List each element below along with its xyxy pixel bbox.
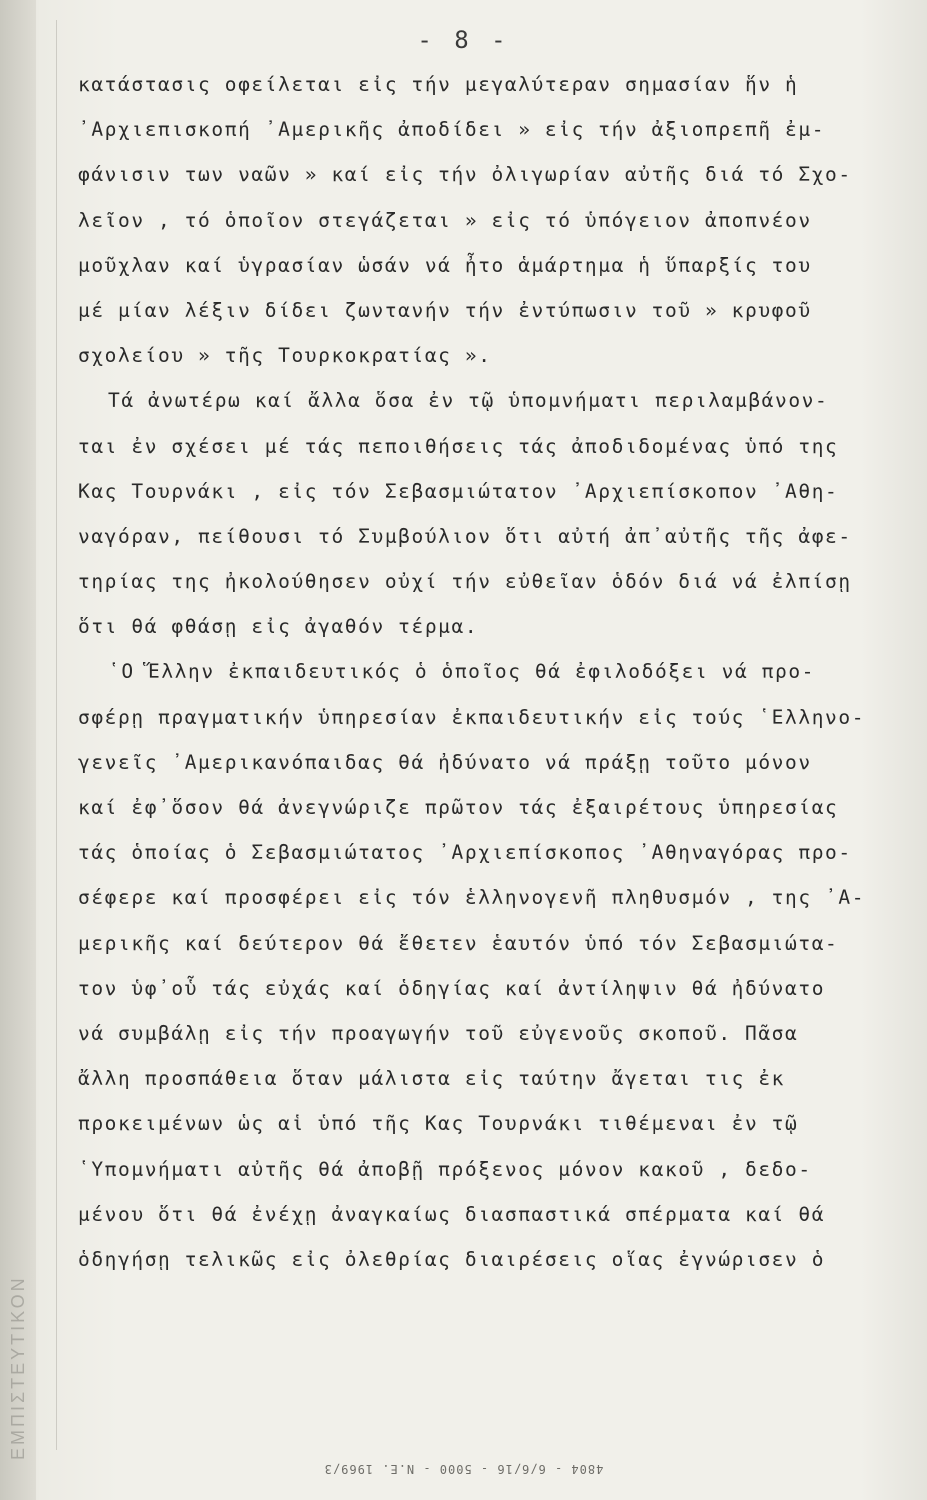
text-line: νά συμβάλῃ εἰς τήν προαγωγήν τοῦ εὐγενοῦς σκοποῦ. Πᾶσα [78, 1021, 799, 1045]
text-line: φάνισιν των ναῶν » καί εἰς τήν ὀλιγωρίαν αὐτῆς διά τό Σχο- [78, 163, 852, 187]
text-line: ῾Υπομνήματι αὐτῆς θά ἀποβῇ πρόξενος μόνον κακοῦ , δεδο- [78, 1157, 812, 1181]
text-line: μέ μίαν λέξιν δίδει ζωντανήν τήν ἐντύπωσιν τοῦ » κρυφοῦ [78, 298, 812, 322]
text-line: ὁδηγήσῃ τελικῶς εἰς ὀλεθρίας διαιρέσεις οἵας ἐγνώρισεν ὁ [78, 1247, 826, 1271]
margin-rule [56, 20, 57, 1450]
text-line: Κας Τουρνάκι , εἰς τόν Σεβασμιώτατον ᾿Αρχιεπίσκοπον ᾿Αθη- [78, 479, 839, 503]
text-line: ναγόραν, πείθουσι τό Συμβούλιον ὅτι αὐτή ἀπ᾿αὐτῆς τῆς ἀφε- [78, 524, 852, 548]
text-line: λεῖον , τό ὁποῖον στεγάζεται » εἰς τό ὑπόγειον ἀποπνέον [78, 208, 812, 232]
text-line: γενεῖς ᾿Αμερικανόπαιδας θά ἠδύνατο νά πράξῃ τοῦτο μόνον [78, 750, 812, 774]
text-line: ἄλλη προσπάθεια ὅταν μάλιστα εἰς ταύτην ἄγεται τις ἐκ [78, 1067, 786, 1091]
typed-body-text [78, 62, 908, 1282]
text-line: σέφερε καί προσφέρει εἰς τόν ἑλληνογενῆ πληθυσμόν , της ᾿Α- [78, 886, 866, 910]
text-line: καί ἐφ᾿ὅσον θά ἀνεγνώριζε πρῶτον τάς ἐξαιρέτους ὑπηρεσίας [78, 796, 839, 819]
text-line: σχολείου » τῆς Τουρκοκρατίας ». [78, 344, 492, 368]
side-stamp: ΕΜΠΙΣΤΕΥΤΙΚΟΝ [8, 1275, 28, 1460]
text-line: ὅτι θά φθάσῃ εἰς ἀγαθόν τέρμα. [78, 615, 479, 639]
text-line: ῾Ο Ἕλλην ἐκπαιδευτικός ὁ ὁποῖος θά ἐφιλοδόξει νά προ- [108, 660, 816, 684]
text-line: μερικῆς καί δεύτερον θά ἔθετεν ἑαυτόν ὑπό τόν Σεβασμιώτα- [78, 931, 839, 955]
text-line: μοῦχλαν καί ὑγρασίαν ὡσάν νά ἦτο ἁμάρτημα ἡ ὕπαρξίς του [78, 253, 812, 277]
text-line: σφέρῃ πραγματικήν ὑπηρεσίαν ἐκπαιδευτικήν εἰς τούς ῾Ελληνο- [78, 705, 866, 729]
text-line: προκειμένων ὡς αἱ ὑπό τῆς Κας Τουρνάκι τιθέμεναι ἐν τῷ [78, 1112, 799, 1136]
text-line: κατάστασις οφείλεται εἰς τήν μεγαλύτεραν σημασίαν ἥν ἡ [78, 73, 799, 96]
text-line: τάς ὁποίας ὁ Σεβασμιώτατος ᾿Αρχιεπίσκοπος ᾿Αθηναγόρας προ- [78, 841, 852, 865]
text-line: τηρίας της ἠκολούθησεν οὐχί τήν εὐθεῖαν ὁδόν διά νά ἐλπίσῃ [78, 570, 852, 594]
page-number: - 8 - [417, 26, 510, 54]
text-line: τον ὑφ᾿οὗ τάς εὐχάς καί ὁδηγίας καί ἀντίληψιν θά ἠδύνατο [78, 976, 826, 1000]
text-line: ται ἐν σχέσει μέ τάς πεποιθήσεις τάς ἀποδιδομένας ὑπό της [78, 434, 839, 458]
printer-footer: 4804 - 6/6/16 - 5000 - Ν.Ε. 1969/3 [323, 1462, 604, 1476]
text-line: Τά ἀνωτέρω καί ἄλλα ὅσα ἐν τῷ ὑπομνήματι περιλαμβάνον- [108, 389, 829, 413]
text-line: μένου ὅτι θά ἐνέχῃ ἀναγκαίως διασπαστικά σπέρματα καί θά [78, 1202, 826, 1226]
text-line: ᾿Αρχιεπισκοπή ᾿Αμερικῆς ἀποδίδει » εἰς τήν ἀξιοπρεπῆ ἐμ- [78, 118, 826, 142]
